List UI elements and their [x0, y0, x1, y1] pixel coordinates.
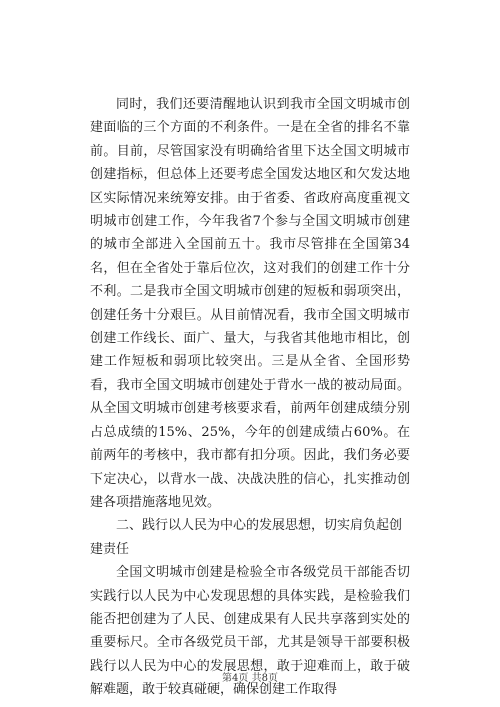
document-body	[90, 93, 410, 702]
section-heading: 二、践行以人民为中心的发展思想，切实肩负起创建责任	[90, 518, 403, 557]
body-paragraph-1: 同时，我们还要清醒地认识到我市全国文明城市创建面临的三个方面的不利条件。一是在全省的排名不靠前。目前，尽管国家没有明确给省里下达全国文明城市创建指标，但总体上还要考虑全国发达地区和欠发达地区实际情况来统筹安排。由于省委、省政府高度重视文明城市创建工作，今年我省7个参与全国文明城市创建的城市全部进入全国前五十。我市尽管排在全国第34名，但在全省处于靠后位次，这对我们的创建工作十分不利。二是我市全国文明城市创建的短板和弱项突出，创建任务十分艰巨。从目前情况看，我市全国文明城市创建工作线长、面广、量大，与我省其他地市相比，创建工作短板和弱项比较突出。三是从全省、全国形势看，我市全国文明城市创建处于背水一战的被动局面。从全国文明城市创建考核要求看，前两年创建成绩分别占总成绩的15%、25%，今年的创建成绩占60%。在前两年的考核中，我市都有扣分项。因此，我们务必要下定决心，以背水一战、决战决胜的信心，扎实推动创建各项措施落地见效。	[90, 97, 410, 510]
body-paragraph-2: 全国文明城市创建是检验全市各级党员干部能否切实践行以人民为中心发现思想的具体实践，是检验我们能否把创建为了人民、创建成果有人民共享落到实处的重要标尺。全市各级党员干部，尤其是领导干部要积极践行以人民为中心的发展思想，敢于迎难而上，敢于破解难题，敢于较真碰硬，确保创建工作取得	[90, 565, 410, 698]
page-number-footer: 第4页 共8页	[222, 673, 278, 684]
